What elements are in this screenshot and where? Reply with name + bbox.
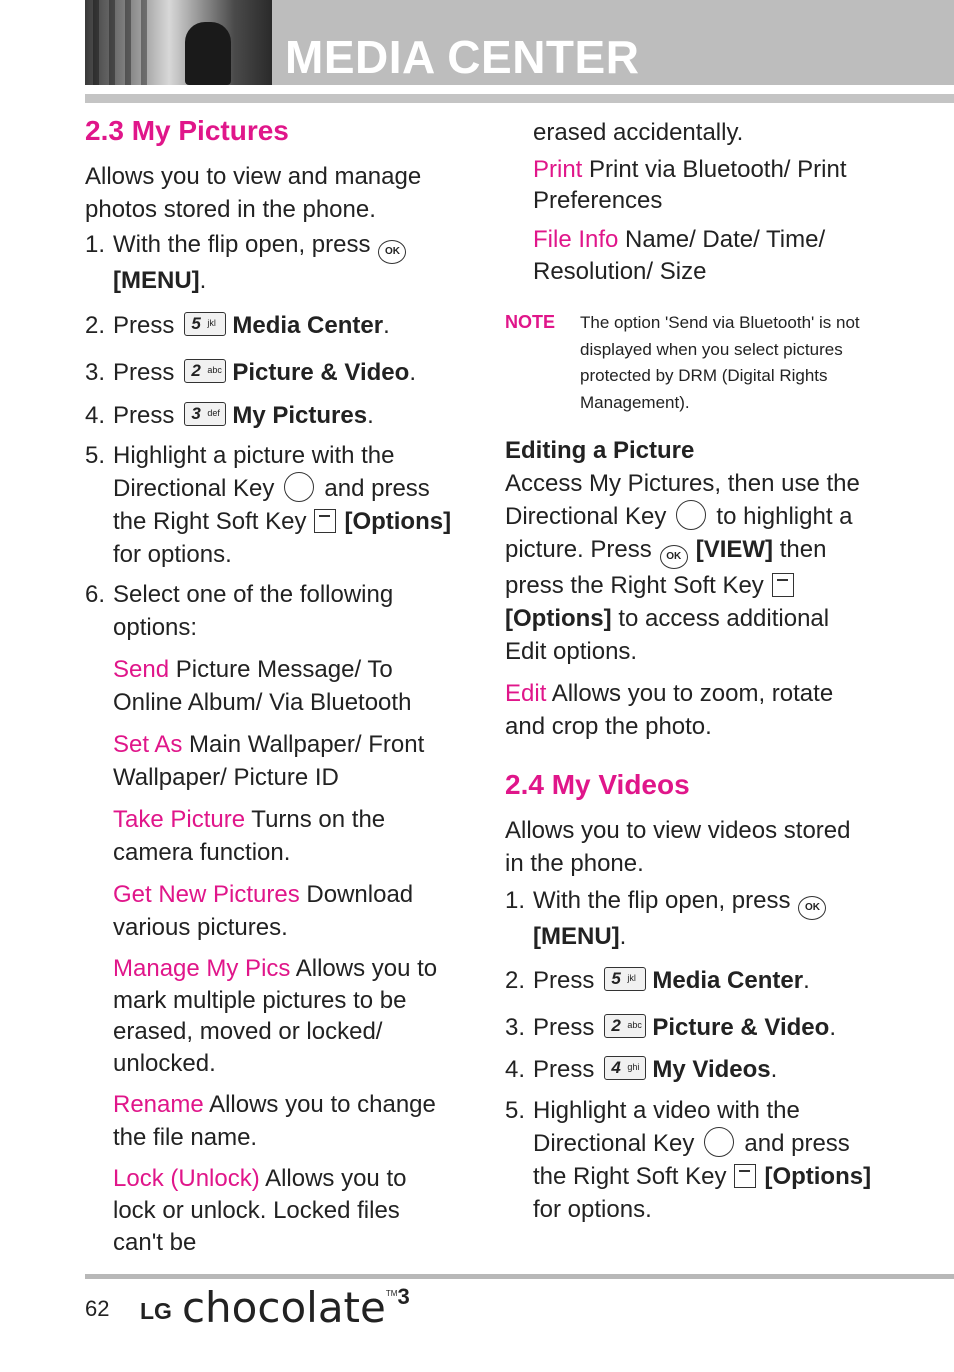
header-photo [85, 0, 272, 85]
directional-key-icon [704, 1127, 734, 1157]
key-5-icon: 5 jkl [184, 312, 226, 336]
continued-text: erased accidentally. [533, 119, 744, 146]
lg-logo: LG [140, 1298, 172, 1324]
option-get-new-pictures: Get New Pictures Download various pictures. [113, 881, 414, 941]
page-number: 62 [85, 1296, 110, 1321]
option-lock-unlock: Lock (Unlock) Allows you to lock or unlock. Locked files can't be [113, 1165, 407, 1256]
intro-text: Allows you to view and manage photos stored in the phone. [85, 163, 422, 223]
option-rename: Rename Allows you to change the file name. [113, 1091, 436, 1151]
option-file-info: File Info Name/ Date/ Time/ Resolution/ Size [533, 226, 826, 285]
key-2-icon: 2 abc [184, 359, 226, 383]
right-column-lower [505, 434, 875, 1226]
step-5: 5. Highlight a picture with the Directional Key and press the Right Soft Key [Options] for options. [85, 442, 452, 568]
key-2-icon: 2 abc [604, 1014, 646, 1038]
right-soft-key-icon [314, 509, 336, 533]
option-edit: Edit Allows you to zoom, rotate and crop the photo. [505, 680, 834, 740]
option-take-picture: Take Picture Turns on the camera function. [113, 806, 386, 866]
step-1: 1. With the flip open, press OK [MENU]. [85, 228, 455, 297]
section-heading-videos: 2.4 My Videos [505, 769, 690, 800]
step-6: 6. Select one of the following options: [85, 581, 394, 641]
editing-heading: Editing a Picture [505, 437, 695, 464]
option-manage-my-pics: Manage My Pics Allows you to mark multiple pictures to be erased, moved or locked/ unlocked. [113, 955, 438, 1077]
video-step-4: 4. Press 4 ghi My Videos. [505, 1056, 778, 1083]
option-set-as: Set As Main Wallpaper/ Front Wallpaper/ Picture ID [113, 731, 425, 791]
key-4-icon: 4 ghi [604, 1056, 646, 1080]
intro-text-videos: Allows you to view videos stored in the phone. [505, 817, 851, 877]
person-silhouette [185, 22, 231, 85]
note-text: The option 'Send via Bluetooth' is not displayed when you select pictures protected by DRM (Digital Rights Management). [580, 313, 860, 412]
note-label: NOTE [505, 312, 556, 332]
left-column [85, 114, 455, 1259]
video-step-5: 5. Highlight a video with the Directional Key and press the Right Soft Key [Options] for options. [505, 1097, 872, 1223]
ok-key-icon: OK [378, 240, 406, 264]
key-5-icon: 5 jkl [604, 967, 646, 991]
brand-logo: LG chocolate™3 [140, 1283, 410, 1332]
editing-text: Access My Pictures, then use the Directional Key to highlight a picture. Press OK [VIEW] then press the Right Soft Key [Options] to access additional Edit options. [505, 470, 860, 665]
step-2: 2. Press 5 jkl Media Center. [85, 312, 390, 339]
directional-key-icon [676, 500, 706, 530]
section-heading: 2.3 My Pictures [85, 115, 289, 146]
right-soft-key-icon [772, 573, 794, 597]
directional-key-icon [284, 472, 314, 502]
right-soft-key-icon [734, 1164, 756, 1188]
option-send: Send Picture Message/ To Online Album/ Via Bluetooth [113, 656, 412, 716]
video-step-2: 2. Press 5 jkl Media Center. [505, 967, 810, 994]
right-column [505, 116, 875, 288]
step-4: 4. Press 3 def My Pictures. [85, 402, 374, 429]
option-print: Print Print via Bluetooth/ Print Preferences [533, 156, 847, 214]
video-step-3: 3. Press 2 abc Picture & Video. [505, 1014, 836, 1041]
step-3: 3. Press 2 abc Picture & Video. [85, 359, 416, 386]
key-3-icon: 3 def [184, 402, 226, 426]
ok-key-icon: OK [660, 545, 688, 569]
ok-key-icon: OK [798, 896, 826, 920]
footer-divider [85, 1274, 954, 1279]
video-step-1: 1. With the flip open, press OK [MENU]. [505, 884, 875, 953]
page-title: MEDIA CENTER [285, 31, 640, 83]
divider [85, 94, 954, 103]
